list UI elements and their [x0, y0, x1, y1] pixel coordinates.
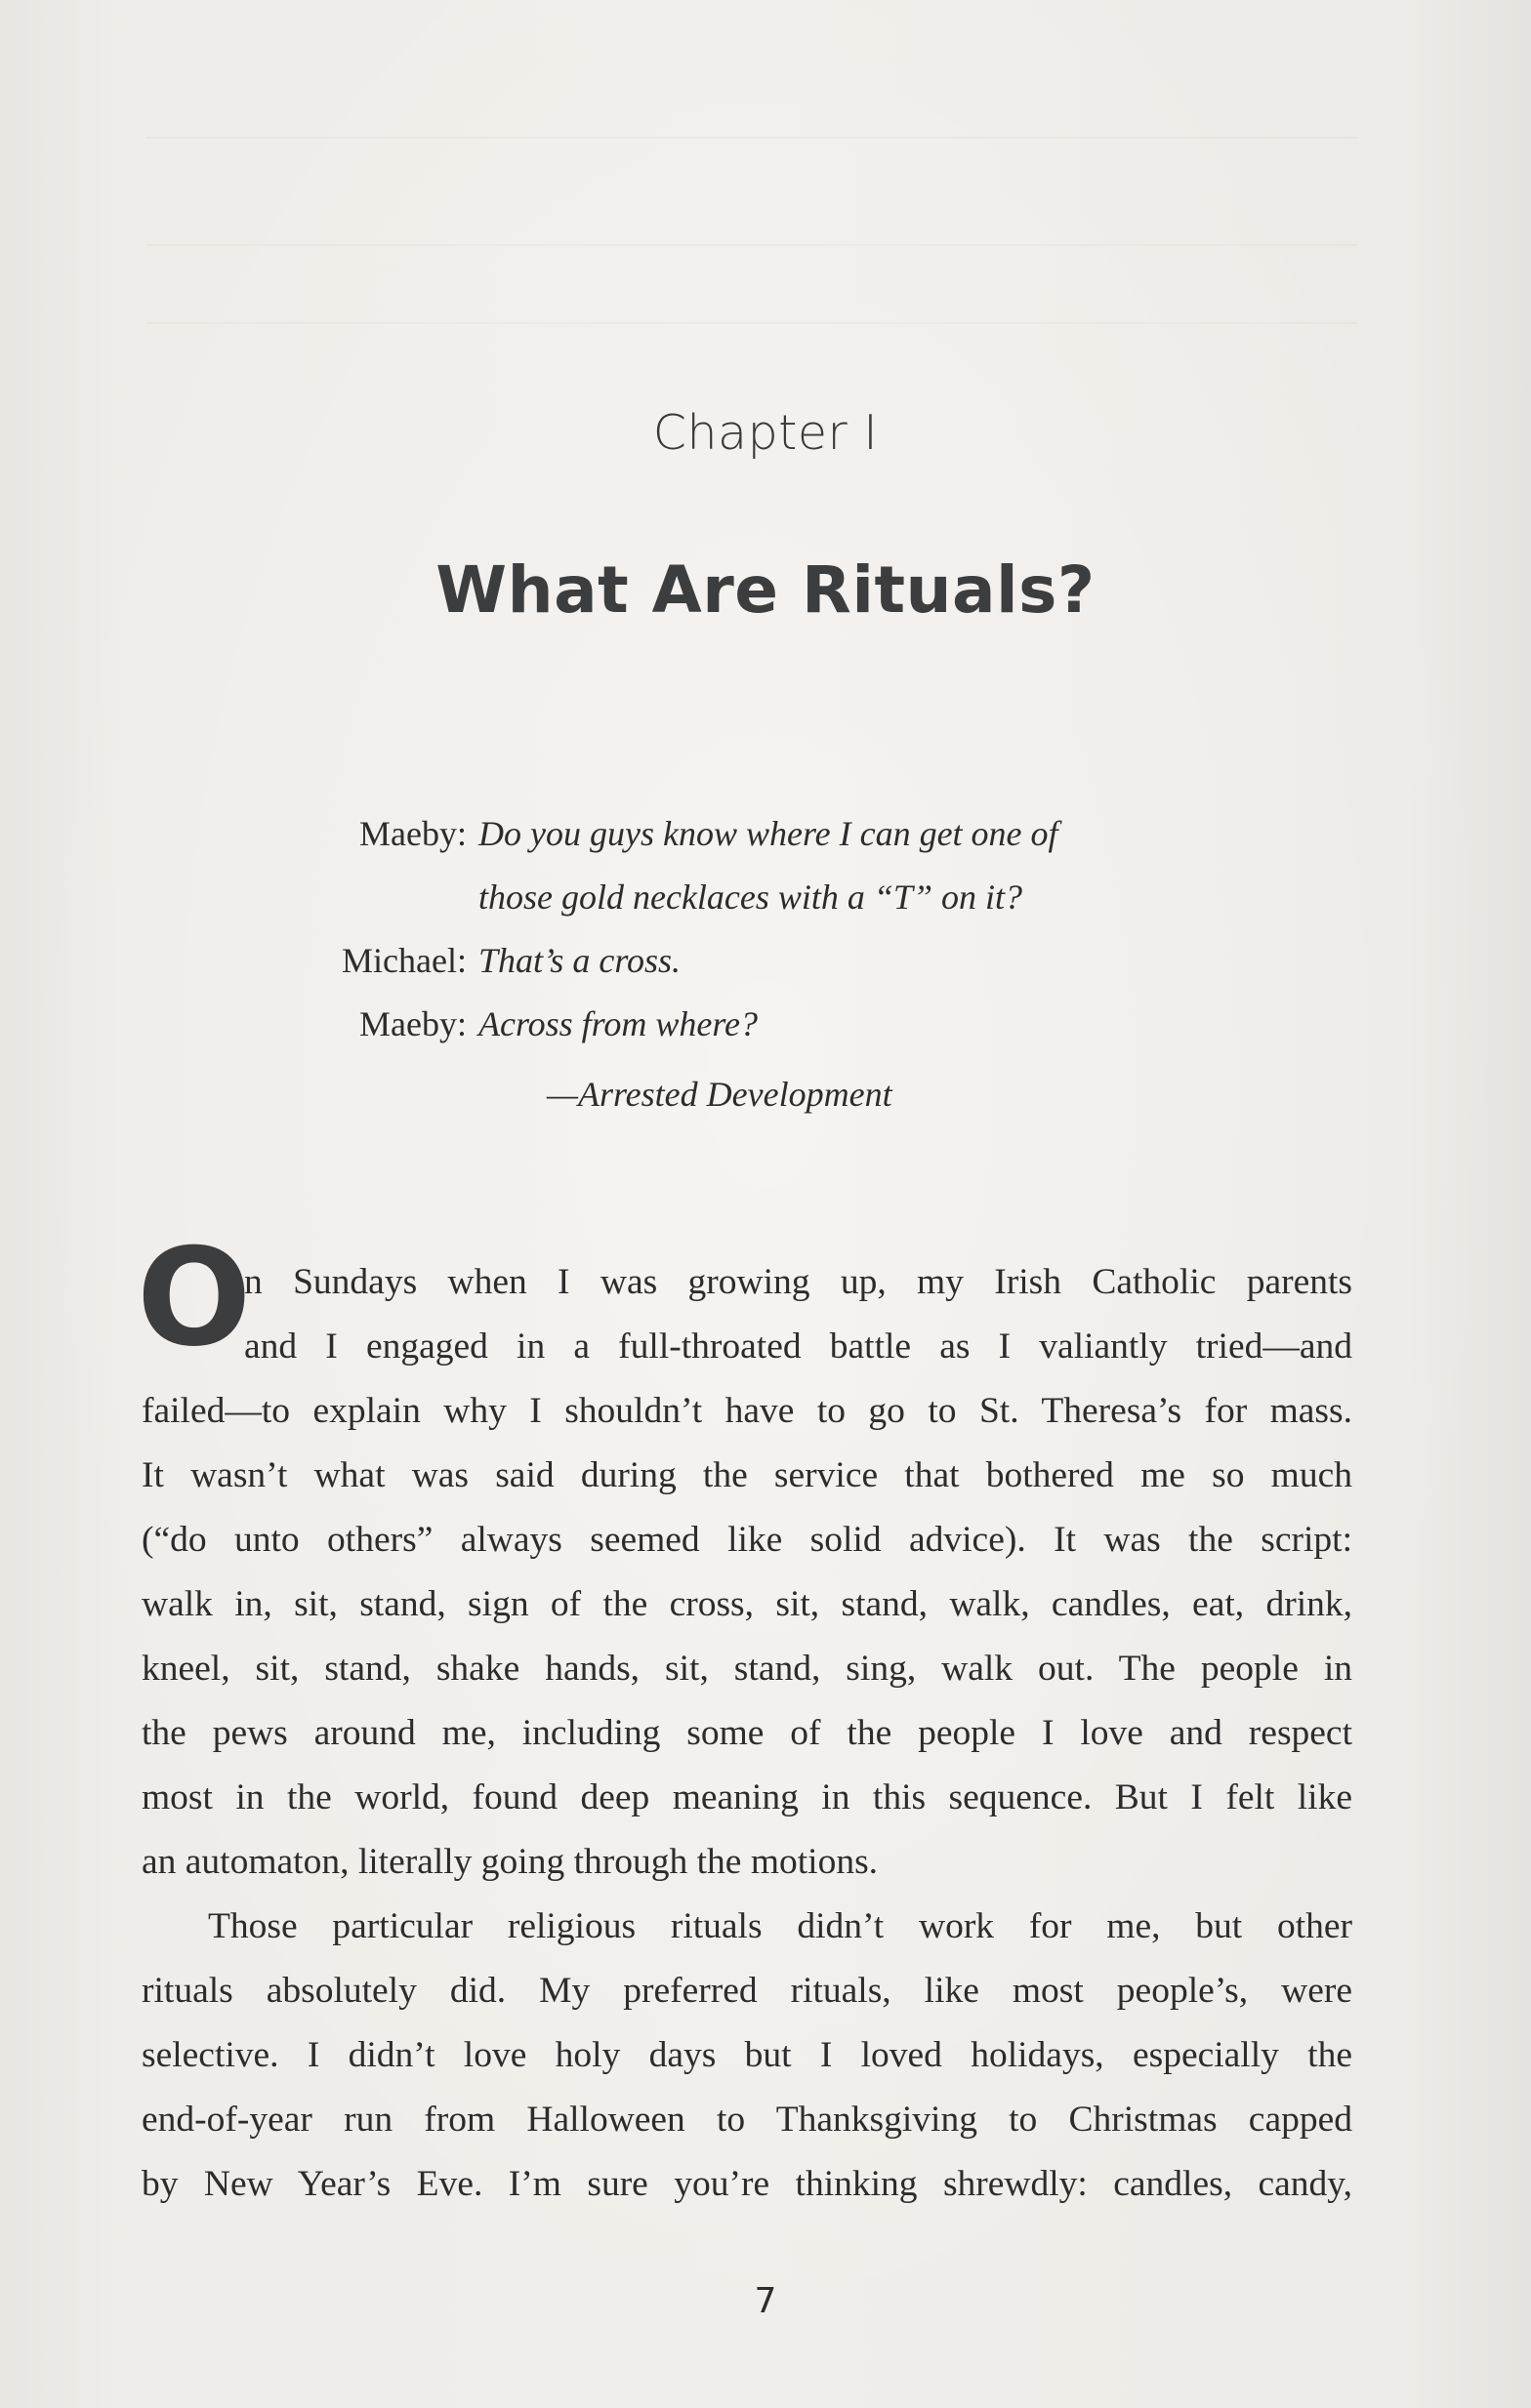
- epigraph-line: [0, 929, 1531, 993]
- paragraph-2: [142, 1895, 1352, 2217]
- page-number: 7: [754, 2281, 777, 2321]
- epigraph-line: [0, 993, 1531, 1056]
- epigraph-line: [0, 866, 1531, 929]
- text-line: failed—to explain why I shouldn’t have to go to St. Theresa’s for mass.: [142, 1391, 1352, 1431]
- paragraph-1: [142, 1379, 1352, 1895]
- text-line: It wasn’t what was said during the service that bothered me so much: [142, 1455, 1352, 1495]
- text-line: (“do unto others” always seemed like solid advice). It was the script:: [142, 1520, 1352, 1560]
- text-line: Those particular religious rituals didn’t work for me, but other: [208, 1906, 1352, 1946]
- show-through-line: [146, 137, 1357, 139]
- text-line: rituals absolutely did. My preferred rituals, like most people’s, were: [142, 1971, 1352, 2011]
- epigraph-text: That’s a cross.: [478, 941, 682, 980]
- epigraph-speaker: Maeby:: [359, 814, 467, 853]
- text-line: selective. I didn’t love holy days but I loved holidays, especially the: [142, 2035, 1352, 2075]
- epigraph-source: —Arrested Development: [547, 1075, 892, 1114]
- epigraph-speaker: Maeby:: [359, 1004, 467, 1043]
- chapter-title: What Are Rituals?: [435, 552, 1096, 628]
- epigraph-text: Across from where?: [478, 1004, 758, 1043]
- paragraph-1-opening: [244, 1250, 1352, 1379]
- text-line: n Sundays when I was growing up, my Irish Catholic parents: [244, 1262, 1352, 1302]
- epigraph-text: those gold necklaces with a “T” on it?: [478, 877, 1022, 917]
- text-line: walk in, sit, stand, sign of the cross, sit, stand, walk, candles, eat, drink,: [142, 1584, 1352, 1624]
- show-through-line: [146, 322, 1357, 324]
- chapter-label: Chapter I: [652, 405, 879, 461]
- epigraph: [0, 802, 1531, 1056]
- epigraph-text: Do you guys know where I can get one of: [478, 814, 1058, 853]
- text-line: the pews around me, including some of the people I love and respect: [142, 1713, 1352, 1753]
- text-line: end-of-year run from Halloween to Thanksgiving to Christmas capped: [142, 2100, 1352, 2140]
- text-line: and I engaged in a full-throated battle as I valiantly tried—and: [244, 1326, 1352, 1367]
- text-line: an automaton, literally going through the motions.: [142, 1842, 879, 1882]
- show-through-line: [146, 244, 1357, 246]
- text-line: kneel, sit, stand, shake hands, sit, stand, sing, walk out. The people in: [142, 1649, 1352, 1689]
- epigraph-line: [0, 802, 1531, 866]
- drop-cap: [137, 1219, 252, 1376]
- epigraph-speaker: Michael:: [342, 941, 467, 980]
- text-line: by New Year’s Eve. I’m sure you’re thinking shrewdly: candles, candy,: [142, 2164, 1352, 2204]
- text-line: most in the world, found deep meaning in this sequence. But I felt like: [142, 1777, 1352, 1817]
- drop-cap-letter: O: [137, 1219, 252, 1376]
